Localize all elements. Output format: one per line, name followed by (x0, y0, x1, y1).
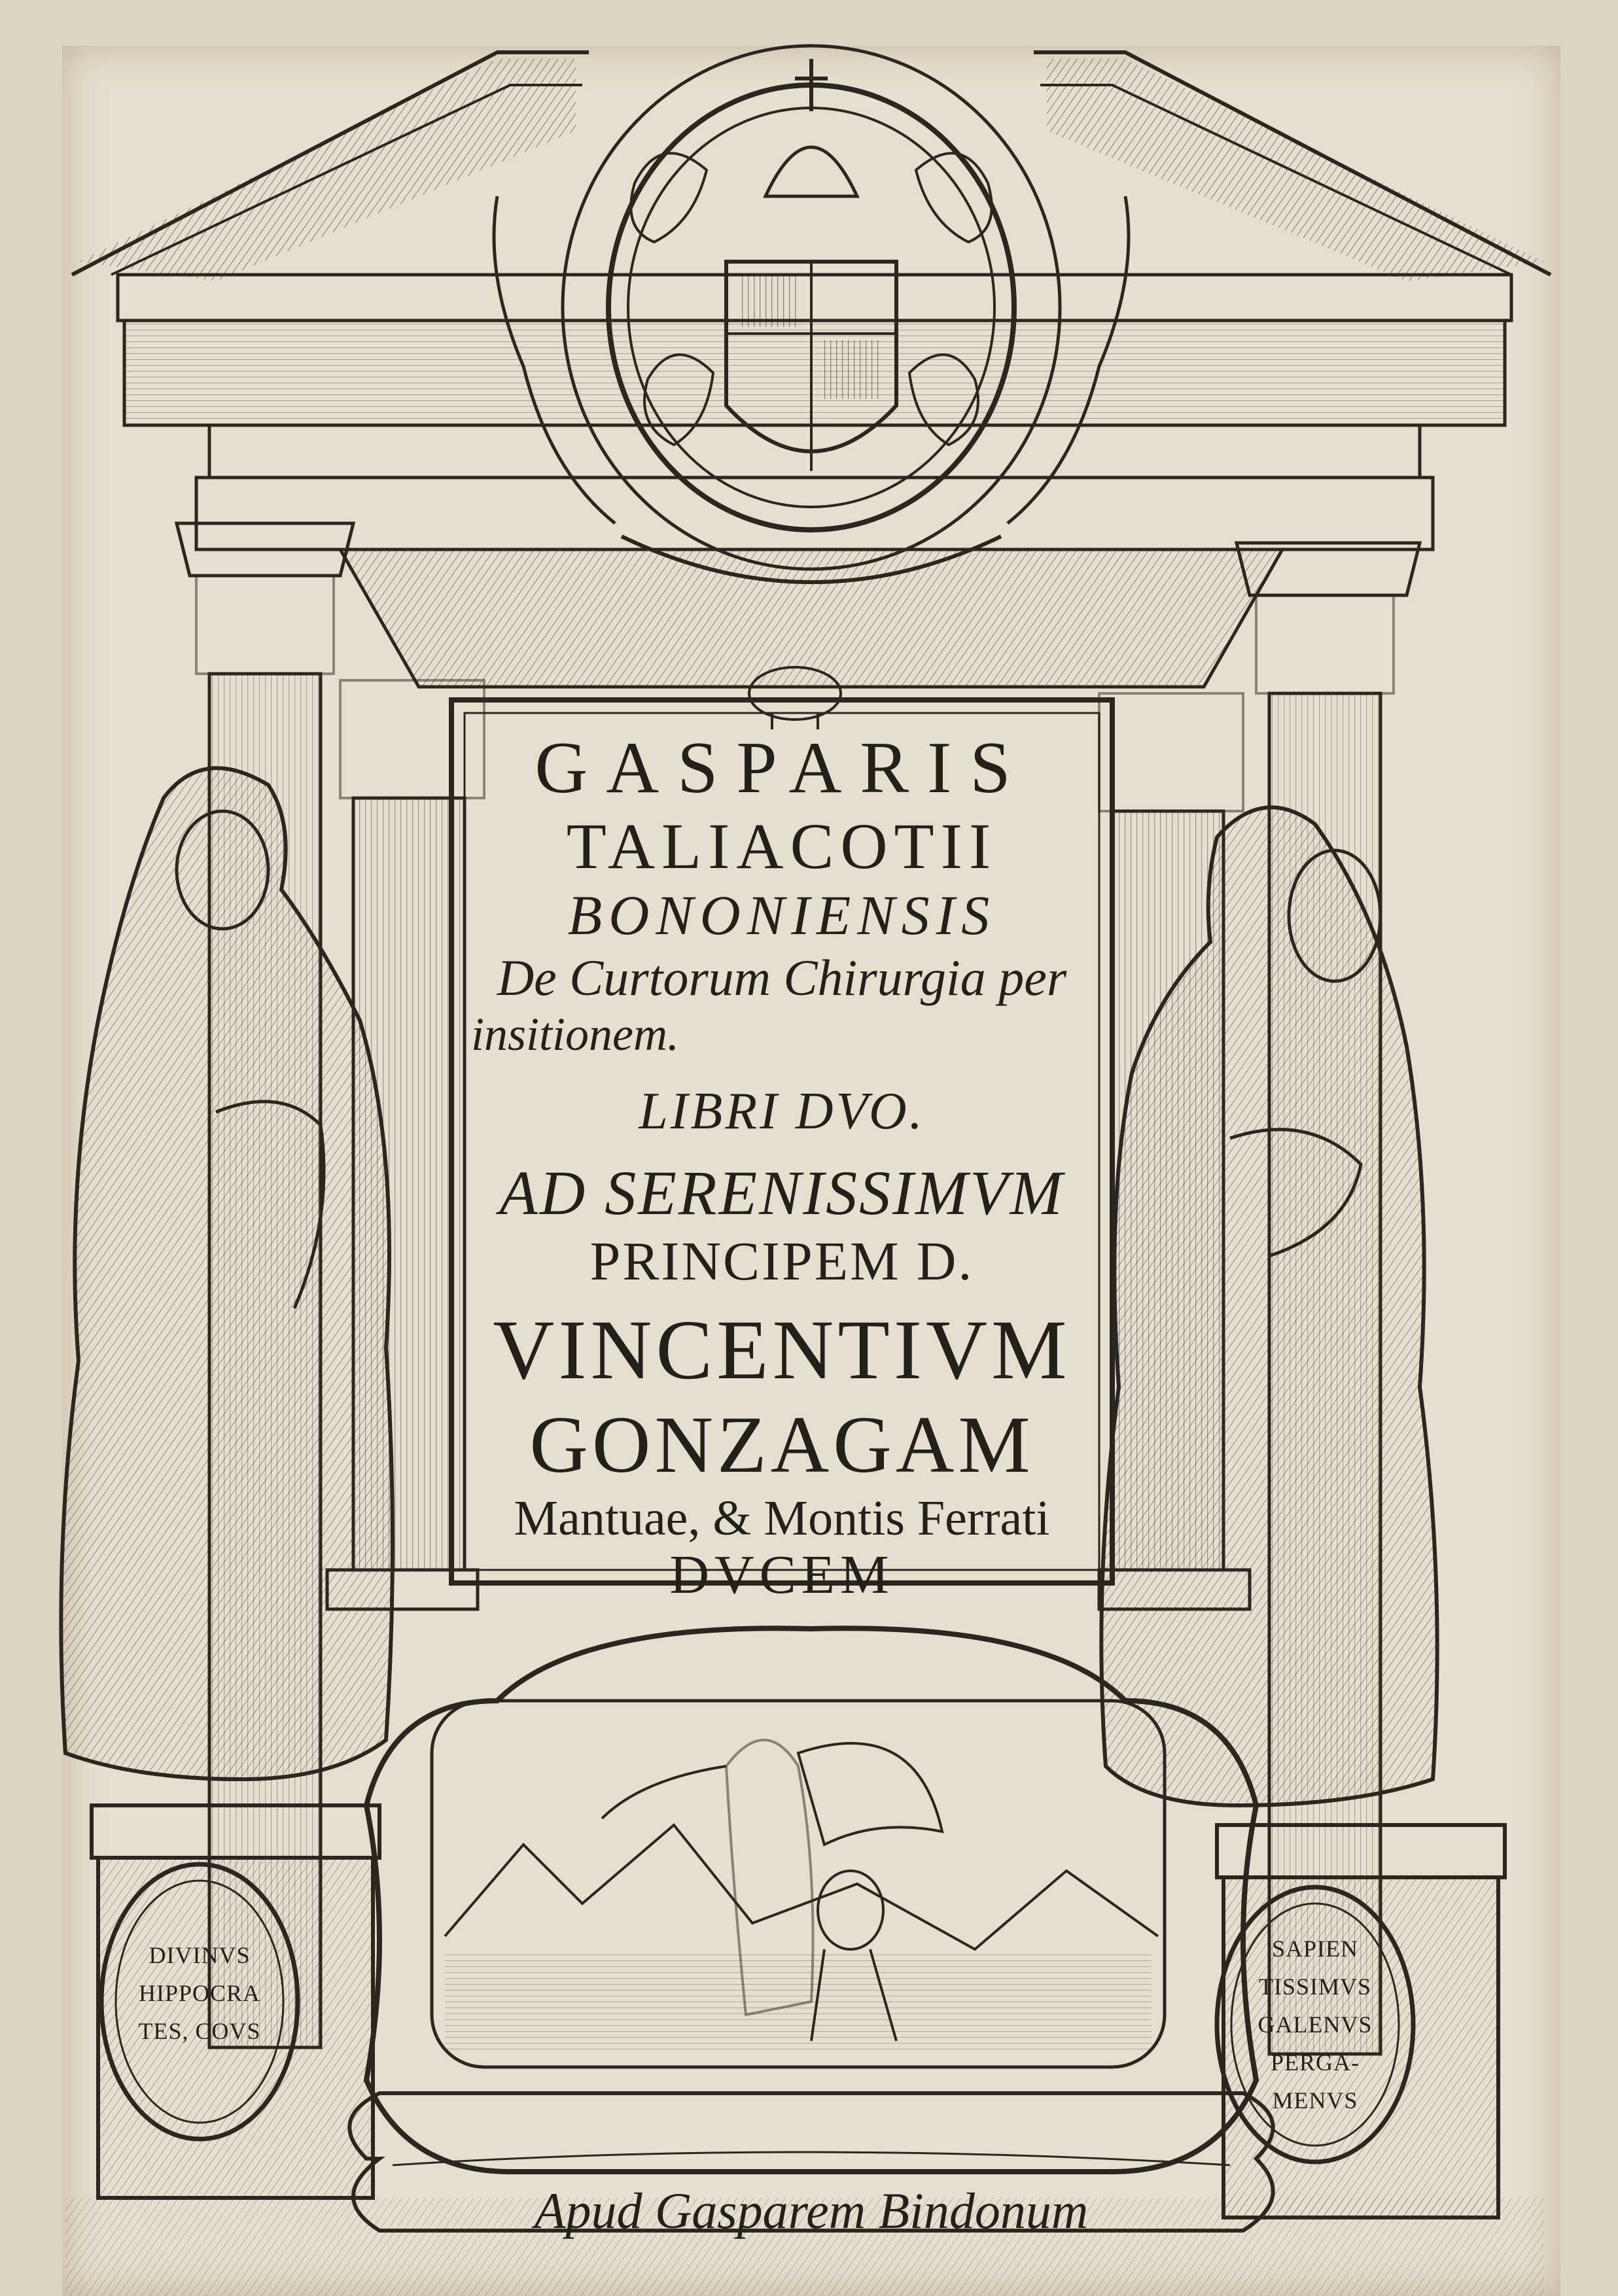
title-line-subject: De Curtorum Chirurgia per (497, 949, 1067, 1006)
right-oval-inscription (1237, 1930, 1394, 2119)
title-line-libri: LIBRI DVO. (639, 1083, 925, 1140)
title-line-mantua: Mantuae, & Montis Ferrati (514, 1491, 1050, 1546)
title-line-author: GASPARIS (535, 727, 1029, 809)
title-line-city: BONONIENSIS (567, 884, 996, 947)
right-oval-line: GALENVS (1257, 2011, 1373, 2038)
entablature (118, 275, 1511, 687)
title-line-dedication: AD SERENISSIMVM (499, 1158, 1064, 1228)
right-oval-line: MENVS (1272, 2087, 1358, 2113)
title-line-gonzagam: GONZAGAM (529, 1400, 1034, 1489)
right-oval-line: TISSIMVS (1258, 1974, 1372, 2000)
title-line-vincentium: VINCENTIVM (493, 1303, 1071, 1397)
title-line-ducem: DVCEM (669, 1544, 894, 1605)
left-oval-line: DIVINVS (149, 1942, 251, 1968)
left-oval-line: HIPPOCRA (138, 1980, 261, 2006)
right-oval-line: SAPIEN (1271, 1936, 1359, 1962)
title-line-surname: TALIACOTII (566, 810, 998, 882)
coat-of-arms-cartouche (494, 46, 1129, 582)
left-oval-line: TES, COVS (138, 2018, 261, 2044)
title-line-subject-cont: insitionem. (471, 1008, 679, 1060)
title-text-block (458, 713, 1106, 1605)
right-oval-line: PERGA- (1270, 2049, 1360, 2076)
left-oval-inscription (121, 1936, 278, 2050)
imprint-text: Apud Gasparem Bindonum (534, 2182, 1089, 2239)
hippocrates-figure (61, 768, 393, 1779)
title-line-principem: PRINCIPEM D. (589, 1231, 974, 1292)
